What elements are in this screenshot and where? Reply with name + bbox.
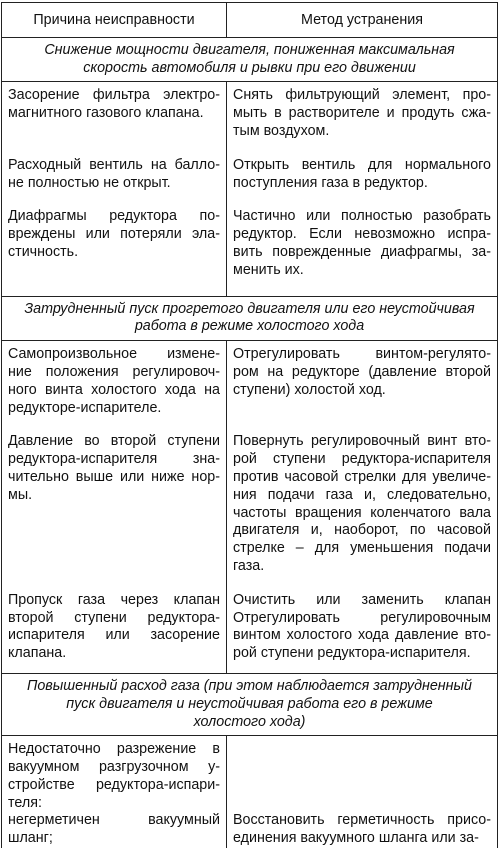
cause-cell [2,736,227,848]
fix-cell [227,82,498,157]
cause-text-line: клапана. [8,645,67,662]
cause-text-line: Расходный вентиль на балло- [8,156,220,173]
cause-text-line: Недостаточно разрежение в [8,741,220,758]
table-row [2,341,498,434]
fix-text-line [233,759,491,777]
table-row [2,736,498,848]
fix-cell [227,433,498,591]
cause-text-line: стройстве редуктора-испари- [8,776,220,793]
fix-text-line [233,741,491,759]
fix-text-line: менить их. [233,261,304,278]
fix-text-line: стрелке – для уменьшения подачи [233,540,491,557]
cause-cell [2,208,227,296]
cause-cell [2,433,227,591]
fix-text-line: единения вакуумного шланга или за- [233,830,479,847]
table-row [2,208,498,296]
cause-text-line: не полностью не открыт. [8,174,171,191]
header-cause: Причина неисправности [2,3,227,38]
cause-text-line: негерметичен вакуумный [8,812,220,829]
cause-text-line: магнитного газового клапана. [8,105,204,122]
section-title-line: Повышенный расход газа (при этом наблюдается затрудненный [26,677,473,694]
fix-text-line: ния подачи газа и, следовательно, [233,486,491,503]
fix-text-line: Частично или полностью разобрать [233,208,491,225]
fix-text-line: рой ступени редуктора-испарителя. [233,645,471,662]
cause-cell [2,82,227,157]
fix-text-line: Снять фильтрующий элемент, про- [233,87,491,104]
header-fix: Метод устранения [227,3,498,38]
section-title-line: пуск двигателя и неустойчивая работа его в режиме [66,695,433,712]
fix-text-line: частоты вращения коленчатого вала [233,504,491,521]
fix-text-line: поступления газа в редуктор. [233,174,428,191]
section-title [2,673,498,735]
cause-text-line: вакуумном разгрузочном у- [8,759,220,776]
cause-text-line: теля: [8,794,42,811]
fix-text-line: Отрегулировать винтом-регулято- [233,346,491,363]
cause-text-line: вреждены или потеряли эла- [8,226,220,243]
section-title-line: холостого хода) [193,713,306,730]
fix-text-line: тым воздухом. [233,122,330,139]
section-header-row [2,673,498,735]
fix-cell [227,208,498,296]
cause-text-line: чительно выше или ниже нор- [8,468,220,485]
cause-text-line: Пропуск газа через клапан [8,591,220,608]
section-header-row [2,296,498,341]
fix-text-line [233,777,491,795]
cause-text-line: второй ступени редуктора- [8,609,220,626]
section-title [2,37,498,82]
fix-text-line: ступени) холостой ход. [233,381,386,398]
fix-text-line: винтом холостого хода давление вто- [233,627,491,644]
section-title-line: работа в режиме холостого хода [134,318,365,335]
cause-text-line: ние положения регулировоч- [8,363,220,380]
fix-cell [227,592,498,674]
fix-text-line: ром на редукторе (давление второй [233,363,491,380]
table-header-row [2,3,498,38]
troubleshooting-table [1,2,498,848]
section-title-line: скорость автомобиля и рывки при его движении [83,59,416,76]
table-row [2,157,498,209]
section-title-line: Затрудненный пуск прогретого двигателя или его неустойчивая [24,300,475,317]
fix-text-line: против часовой стрелки для увеличе- [233,468,491,485]
fix-cell [227,736,498,848]
fix-text-line: редуктор. Если невозможно испра- [233,226,491,243]
cause-text-line: мы. [8,486,33,503]
table-body [2,37,498,848]
cause-text-line: редукторе-испарителе. [8,399,162,416]
cause-text-line: Давление во второй ступени [8,433,220,450]
fix-text-line: Повернуть регулировочный винт вто- [233,433,491,450]
fix-text-line: вить поврежденные диафрагмы, за- [233,243,491,260]
fix-text-line: Восстановить герметичность присо- [233,812,491,829]
section-title [2,296,498,341]
cause-text-line: стичность. [8,243,79,260]
fix-text-line: Очистить или заменить клапан [233,591,491,608]
table-row [2,82,498,157]
fix-text-line: мыть в растворителе и продуть сжа- [233,105,491,122]
cause-cell [2,341,227,434]
fix-cell [227,341,498,434]
section-title-line: Снижение мощности двигателя, пониженная максимальная [44,41,455,58]
fix-text-line: рой ступени редуктора-испарителя [233,451,491,468]
cause-text-line: Самопроизвольное измене- [8,346,220,363]
cause-text-line: Засорение фильтра электро- [8,87,220,104]
cause-cell [2,592,227,674]
table-row [2,592,498,674]
fix-text-line: двигателя и, наоборот, по часовой [233,522,491,539]
table-row [2,433,498,591]
fix-text-line: Открыть вентиль для нормального [233,156,491,173]
cause-text-line: испарителя или засорение [8,627,220,644]
cause-text-line: Диафрагмы редуктора по- [8,208,220,225]
section-header-row [2,37,498,82]
fix-cell [227,157,498,209]
cause-text-line: ного винта холостого хода на [8,381,220,398]
fix-text-line: газа. [233,557,265,574]
fix-text-line [233,795,491,813]
cause-cell [2,157,227,209]
cause-text-line: редуктора-испарителя зна- [8,451,220,468]
fix-text-line: Отрегулировать регулировочным [233,609,491,626]
cause-text-line: шланг; [8,830,53,847]
